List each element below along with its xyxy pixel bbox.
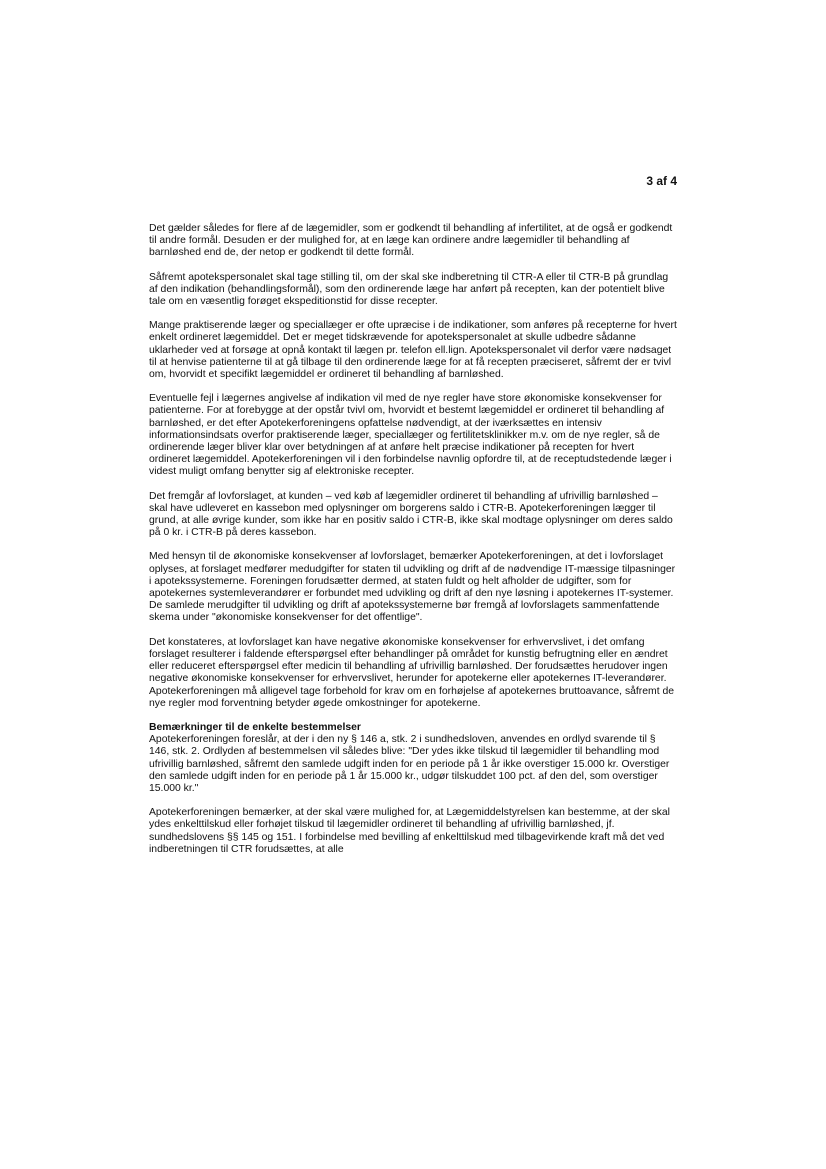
document-body xyxy=(149,223,677,868)
paragraph: Det gælder således for flere af de lægemidler, som er godkendt til behandling af infertilitet, at de også er godkendt til andre formål. Desuden er der mulighed for, at en læge kan ordinere andre lægemidler til behandling af barnløshed end de, der netop er godkendt til dette formål. xyxy=(149,223,673,259)
paragraph: Det konstateres, at lovforslaget kan have negative økonomiske konsekvenser for erhvervslivet, i det omfang forslaget resulterer i faldende efterspørgsel efter behandlinger på området for kunstig befrugtning eller en ændret eller reduceret efterspørgsel efter medicin til behandling af ufrivillig barnløshed. Der forudsættes herudover ingen negative økonomiske konsekvenser for erhvervslivet, herunder for apotekerne eller apotekernes IT-leverandører. Apotekerforeningen må alligevel tage forbehold for krav om en forhøjelse af apotekernes bruttoavance, såfremt de nye regler mod forventning betyder øgede omkostninger for apotekerne. xyxy=(149,636,675,709)
paragraph: Såfremt apotekspersonalet skal tage stilling til, om der skal ske indberetning til CTR-A eller til CTR-B på grundlag af den indikation (behandlingsformål), som den ordinerende læge har anført på recepten, kan der potentielt blive tale om en væsentlig forøget ekspeditionstid for disse recepter. xyxy=(149,271,669,308)
paragraph: Mange praktiserende læger og speciallæger er ofte upræcise i de indikationer, som anføres på recepterne for hvert enkelt ordineret lægemiddel. Det er meget tidskrævende for apotekspersonalet at skulle udbedre sådanne uklarheder ved at forsøge at opnå kontakt til lægen pr. telefon ell.lign. Apotekspersonalet vil derfor være nødsaget til at henvise patienterne til at gå tilbage til den ordinerende læge for at få recepten præciseret, såfremt der er tvivl om, hvorvidt et specifikt lægemiddel er ordineret til behandling af barnløshed. xyxy=(149,320,677,381)
paragraph: Apotekerforeningen bemærker, at der skal være mulighed for, at Lægemiddelstyrelsen kan bestemme, at der skal ydes enkelttilskud eller forhøjet tilskud til lægemidler ordineret til behandling af ufrivillig barnløshed, jf. sundhedslovens §§ 145 og 151. I forbindelse med bevilling af enkelttilskud med tilbagevirkende kraft må det ved indberetningen til CTR forudsættes, at alle xyxy=(149,807,670,855)
paragraph: Eventuelle fejl i lægernes angivelse af indikation vil med de nye regler have store økonomiske konsekvenser for patienterne. For at forebygge at der opstår tvivl om, hvorvidt et bestemt lægemiddel er ordineret til behandling af barnløshed, er det efter Apotekerforeningens opfattelse nødvendigt, at der iværksættes en intensiv informationsindsats overfor praktiserende læger, speciallæger og fertilitetsklinikker m.v. om de nye regler, så de ordinerende læger bliver klar over betydningen af at anføre helt præcise indikationer på recepten for hvert ordineret lægemiddel. Apotekerforeningen vil i den forbindelse navnlig opfordre til, at de receptudstedende læger i videst muligt omfang benytter sig af elektroniske recepter. xyxy=(149,393,672,478)
paragraph: Med hensyn til de økonomiske konsekvenser af lovforslaget, bemærker Apotekerforeningen, at det i lovforslaget oplyses, at forslaget medfører medudgifter for staten til udvikling og drift af de nødvendige IT-mæssige tilpasninger i apotekssystemerne. Foreningen forudsætter dermed, at staten fuldt og helt afholder de udgifter, som for apotekernes systemleverandører er forbundet med udvikling og drift af den nye løsning i apotekernes IT-systemer. De samlede merudgifter til udvikling og drift af apotekssystemerne bør fremgå af lovforslagets sammenfattende skema under "økonomiske konsekvenser for det offentlige". xyxy=(149,551,676,624)
paragraph: Det fremgår af lovforslaget, at kunden – ved køb af lægemidler ordineret til behandling af ufrivillig barnløshed – skal have udleveret en kassebon med oplysninger om borgerens saldo i CTR-B. Apotekerforeningen lægger til grund, at alle øvrige kunder, som ikke har en positiv saldo i CTR-B, ikke skal modtage oplysninger om deres saldo på 0 kr. i CTR-B på deres kassebon. xyxy=(149,490,673,539)
section-heading: Bemærkninger til de enkelte bestemmelser xyxy=(149,721,361,733)
paragraph: Apotekerforeningen foreslår, at der i den ny § 146 a, stk. 2 i sundhedsloven, anvendes en ordlyd svarende til § 146, stk. 2. Ordlyden af bestemmelsen vil således blive: "Der ydes ikke tilskud til lægemidler til behandling mod ufrivillig barnløshed, såfremt den samlede udgift inden for en periode på 1 år ikke overstiger 15.000 kr. Overstiger den samlede udgift inden for en periode på 1 år 15.000 kr., udgør tilskuddet 100 pct. af den del, som overstiger 15.000 kr." xyxy=(149,734,670,794)
page-number: 3 af 4 xyxy=(646,174,677,188)
